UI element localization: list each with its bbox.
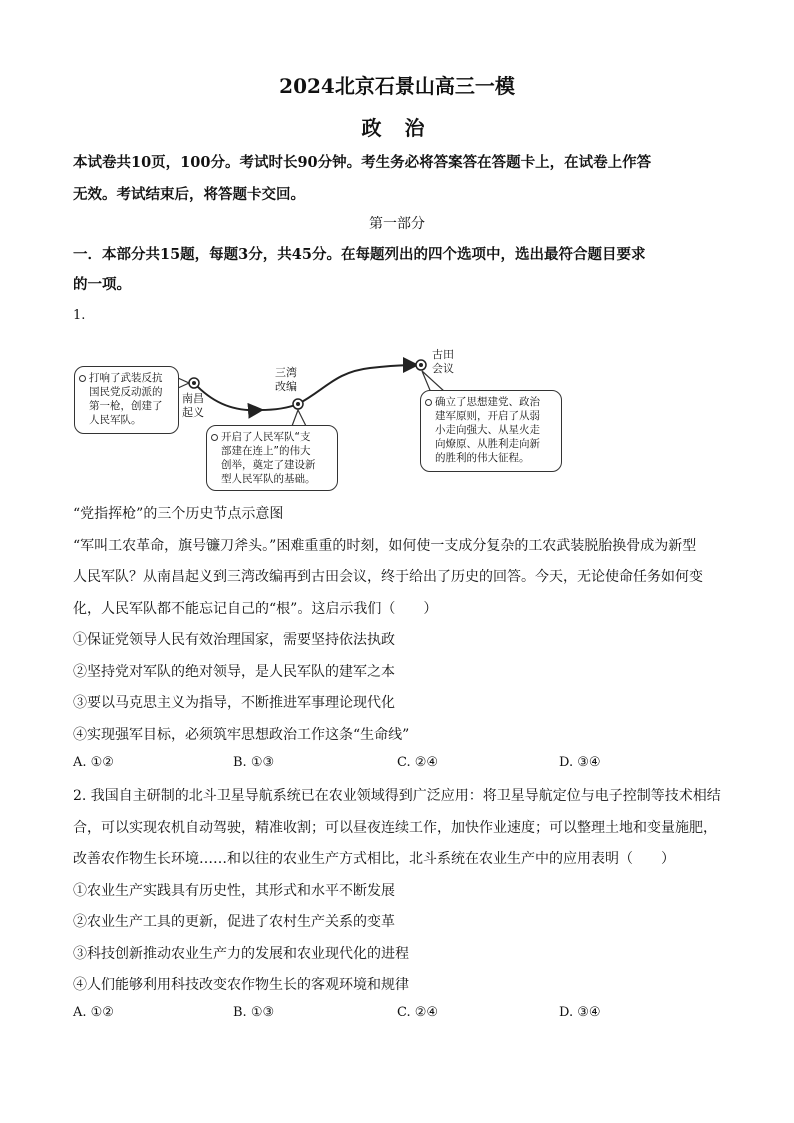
statement: ①农业生产实践具有历史性，其形式和水平不断发展 bbox=[73, 882, 395, 899]
timeline-arrow bbox=[298, 365, 415, 404]
statement: ①保证党领导人民有效治理国家，需要坚持依法执政 bbox=[73, 632, 395, 648]
intro-line: 本试卷共10页，100分。考试时长90分钟。考生务必将答案答在答题卡上，在试卷上作答 bbox=[73, 154, 652, 171]
stem-line: 合，可以实现农机自动驾驶，精准收割；可以昼夜连续工作，加快作业速度；可以整理土地和变量施肥， bbox=[73, 819, 717, 836]
stem-line: 人民军队？从南昌起义到三湾改编再到古田会议，终于给出了历史的回答。今天，无论使命任务如何变 bbox=[73, 569, 703, 585]
option-d[interactable]: D. ③④ bbox=[559, 755, 601, 770]
history-nodes-diagram bbox=[70, 340, 570, 500]
callout-line: 人民军队。 bbox=[89, 414, 142, 426]
stem-line: 2. 我国自主研制的北斗卫星导航系统已在农业领域得到广泛应用：将卫星导航定位与电子控制等技术相结 bbox=[73, 788, 721, 804]
statement: ②坚持党对军队的绝对领导，是人民军队的建军之本 bbox=[73, 663, 395, 680]
callout-line: 第一枪，创建了 bbox=[89, 400, 163, 412]
node-label-line: 会议 bbox=[432, 362, 454, 375]
node-label-line: 起义 bbox=[182, 406, 204, 419]
callout-pointer bbox=[178, 378, 189, 388]
subject-title: 政 治 bbox=[361, 116, 433, 140]
callout-line: 型人民军队的基础。 bbox=[221, 473, 316, 485]
callout-line: 部建在连上”的伟大 bbox=[221, 445, 311, 457]
section-instruction bbox=[73, 240, 723, 300]
node-label-line: 南昌 bbox=[182, 392, 204, 405]
statement: ④人们能够利用科技改变农作物生长的客观环境和规律 bbox=[73, 977, 409, 993]
statement: ③科技创新推动农业生产力的发展和农业现代化的进程 bbox=[73, 945, 409, 962]
stem-line: 化，人民军队都不能忘记自己的“根”。这启示我们（ ） bbox=[73, 600, 438, 617]
node-marker-dot bbox=[296, 402, 300, 406]
page-title: 2024北京石景山高三一模 bbox=[279, 74, 515, 98]
node-label-gutian bbox=[432, 348, 454, 376]
node-marker-dot bbox=[192, 381, 196, 385]
callout-gutian bbox=[420, 390, 562, 472]
callout-line: 打响了武装反抗 bbox=[89, 372, 163, 384]
statement: ③要以马克思主义为指导，不断推进军事理论现代化 bbox=[73, 695, 395, 711]
question-2-options bbox=[73, 1005, 723, 1029]
option-a[interactable]: A. ①② bbox=[73, 1005, 114, 1020]
question-2-body bbox=[73, 781, 723, 1002]
diagram-caption: “党指挥枪”的三个历史节点示意图 bbox=[73, 506, 284, 522]
node-label-nanchang bbox=[182, 392, 204, 420]
instruction-line: 的一项。 bbox=[73, 276, 131, 293]
bullet-icon bbox=[425, 399, 432, 406]
stem-line: 改善农作物生长环境……和以往的农业生产方式相比，北斗系统在农业生产中的应用表明（ ） bbox=[73, 851, 675, 867]
callout-line: 开启了人民军队“支 bbox=[221, 431, 311, 443]
instruction-line: 一．本部分共15题，每题3分，共45分。在每题列出的四个选项中，选出最符合题目要求 bbox=[73, 246, 646, 263]
option-c[interactable]: C. ②④ bbox=[397, 1005, 439, 1020]
node-label-line: 古田 bbox=[432, 348, 454, 361]
node-label-sanwan bbox=[275, 366, 297, 394]
option-d[interactable]: D. ③④ bbox=[559, 1005, 601, 1020]
timeline-segment bbox=[260, 404, 298, 410]
callout-pointer bbox=[292, 410, 306, 426]
intro-line: 无效。考试结束后，将答题卡交回。 bbox=[73, 186, 305, 203]
node-marker-dot bbox=[419, 363, 423, 367]
option-c[interactable]: C. ②④ bbox=[397, 755, 439, 770]
node-label-line: 三湾 bbox=[275, 366, 297, 379]
question-1-options bbox=[73, 755, 723, 779]
stem-line: “军叫工农革命，旗号镰刀斧头。”困难重重的时刻，如何使一支成分复杂的工农武装脱胎换骨成为新型 bbox=[73, 537, 697, 554]
exam-intro bbox=[73, 147, 723, 211]
section-title: 第一部分 bbox=[369, 216, 425, 232]
callout-line: 确立了思想建党、政治 bbox=[435, 396, 540, 408]
statement: ②农业生产工具的更新，促进了农村生产关系的变革 bbox=[73, 914, 395, 930]
callout-line: 创举，奠定了建设新 bbox=[221, 459, 316, 471]
callout-line: 向燎原、从胜利走向新 bbox=[435, 438, 540, 450]
option-a[interactable]: A. ①② bbox=[73, 755, 114, 770]
callout-line: 的胜利的伟大征程。 bbox=[435, 452, 530, 464]
callout-sanwan bbox=[206, 425, 338, 491]
option-b[interactable]: B. ①③ bbox=[233, 755, 275, 770]
bullet-icon bbox=[211, 434, 218, 441]
callout-nanchang bbox=[74, 366, 179, 434]
option-b[interactable]: B. ①③ bbox=[233, 1005, 275, 1020]
callout-line: 建军原则，开启了从弱 bbox=[435, 410, 540, 422]
bullet-icon bbox=[79, 375, 86, 382]
node-label-line: 改编 bbox=[275, 380, 297, 393]
statement: ④实现强军目标，必须筑牢思想政治工作这条“生命线” bbox=[73, 726, 410, 743]
question-1-number: 1. bbox=[73, 308, 86, 323]
callout-line: 小走向强大、从星火走 bbox=[435, 424, 540, 436]
callout-line: 国民党反动派的 bbox=[89, 386, 163, 398]
question-1-body bbox=[73, 499, 723, 751]
